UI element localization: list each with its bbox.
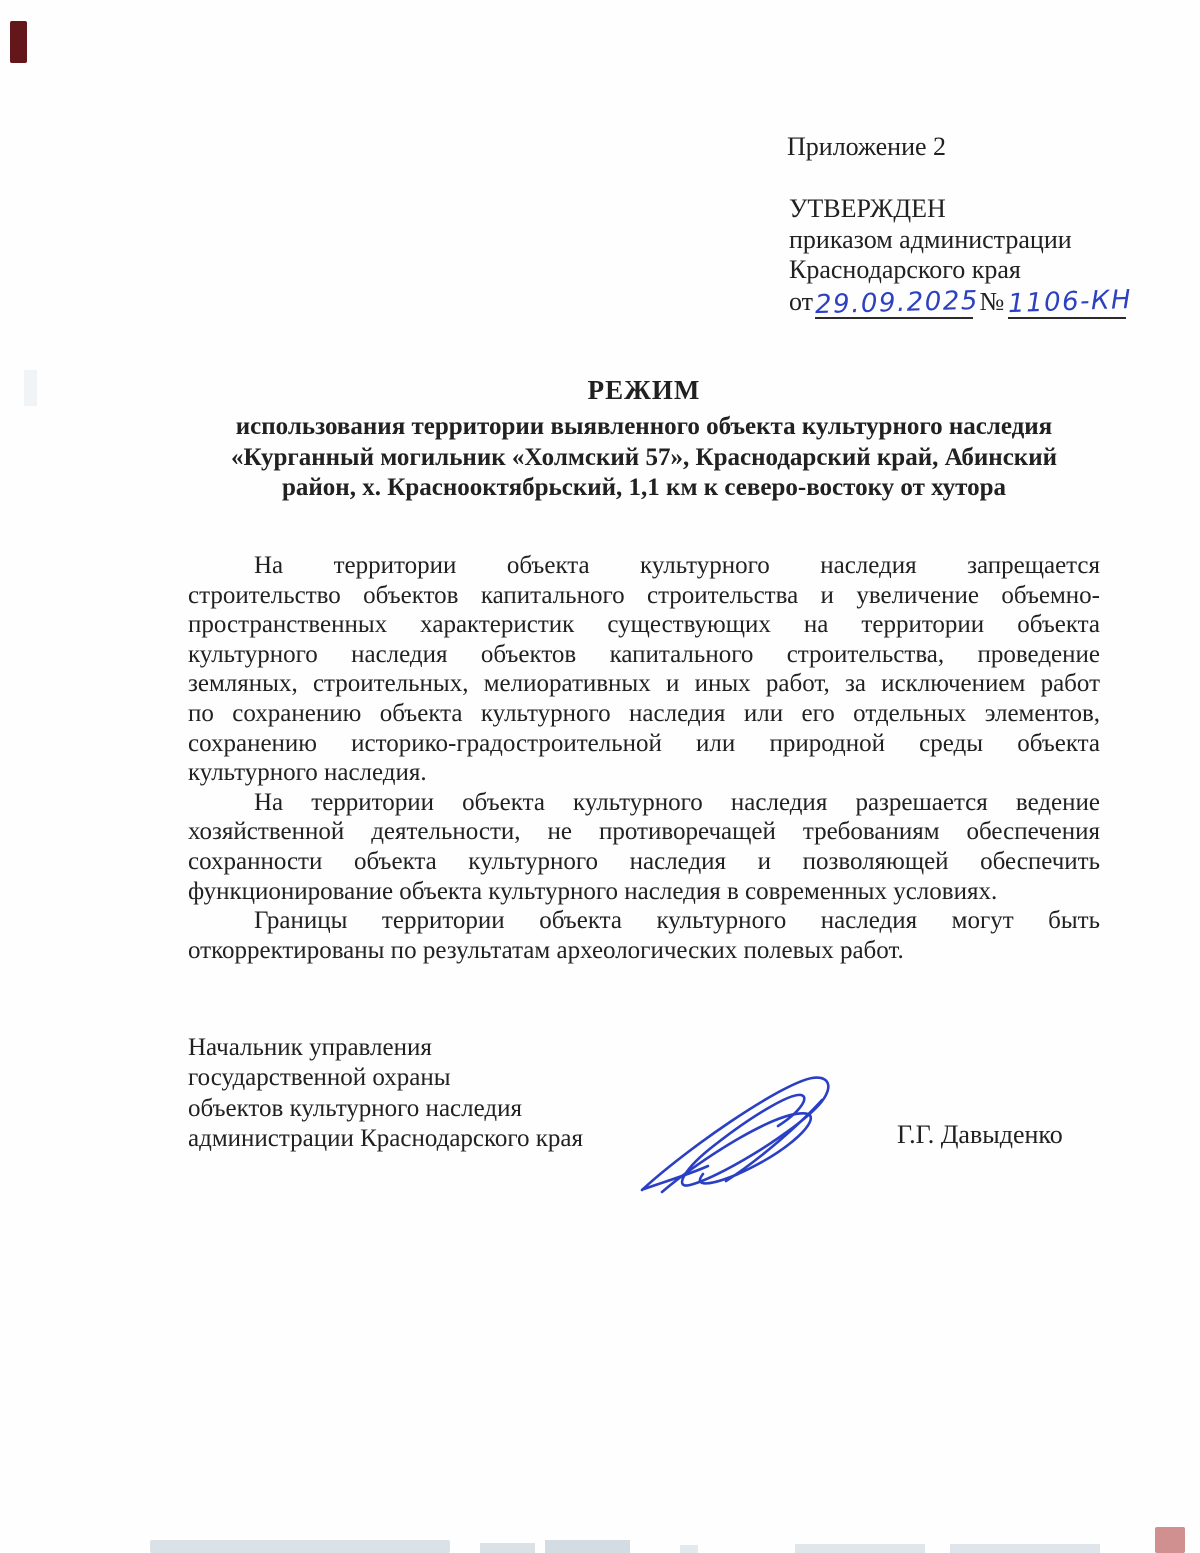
body-paragraph — [188, 788, 1100, 906]
body-line: пространственных характеристик существующих на территории объекта — [188, 611, 1100, 639]
approval-block — [789, 194, 1133, 320]
body-line: На территории объекта культурного наследия разрешается ведение — [254, 788, 1100, 816]
handwritten-date: 29.09.2025 — [814, 285, 980, 320]
title-line: «Курганный могильник «Холмский 57», Краснодарский край, Абинский — [230, 443, 1057, 471]
appendix-label: Приложение 2 — [787, 132, 947, 161]
order-date-field — [814, 285, 980, 320]
body-line: строительство объектов капитального строительства и увеличение объемно- — [188, 581, 1100, 609]
body-line: функционирование объекта культурного наследия в современных условиях. — [188, 877, 998, 905]
body-line: хозяйственной деятельности, не противоречащей требованиям обеспечения — [188, 818, 1100, 846]
approval-by-line-1: приказом администрации — [789, 224, 1072, 254]
order-date-number-line — [789, 284, 1133, 320]
signature-scribble — [630, 1062, 864, 1204]
order-number-sign: № — [979, 286, 1005, 316]
signature-name: Г.Г. Давыденко — [897, 1120, 1063, 1149]
scan-artifact — [10, 21, 27, 63]
handwritten-number: 1106-КН — [1007, 284, 1133, 319]
title-line: использования территории выявленного объекта культурного наследия — [235, 413, 1053, 440]
approval-approved-line: УТВЕРЖДЕН — [789, 194, 946, 223]
body-line: Границы территории объекта культурного наследия могут быть — [254, 907, 1100, 935]
signature-position-line: Начальник управления — [188, 1034, 432, 1061]
scan-artifact — [545, 1540, 630, 1553]
signature-position-line: объектов культурного наследия — [188, 1094, 522, 1122]
body-line: культурного наследия. — [188, 759, 427, 787]
scan-artifact — [795, 1544, 925, 1553]
scan-artifact — [680, 1545, 698, 1553]
title-line: район, х. Краснооктябрьский, 1,1 км к северо-востоку от хутора — [282, 474, 1006, 501]
signature-position-block — [188, 1033, 583, 1154]
body-line: сохранности объекта культурного наследия и позволяющей обеспечить — [188, 847, 1100, 875]
body-line: по сохранению объекта культурного наследия или его отдельных элементов, — [188, 699, 1100, 727]
title-line-main: РЕЖИМ — [587, 375, 701, 405]
body-line: земляных, строительных, мелиоративных и иных работ, за исключением работ — [188, 670, 1100, 698]
approval-by-line-2: Краснодарского края — [789, 255, 1021, 284]
scan-artifact — [1155, 1527, 1185, 1553]
scan-artifact — [24, 370, 37, 406]
scan-artifact — [950, 1544, 1100, 1553]
body-line: На территории объекта культурного наследия запрещается — [254, 552, 1100, 579]
body-line: сохранению историко-градостроительной или природной среды объекта — [188, 729, 1100, 757]
scan-artifact — [480, 1543, 535, 1553]
body-line: откорректированы по результатам археологических полевых работ. — [188, 936, 904, 964]
body-paragraph — [188, 906, 1100, 965]
body-text — [188, 551, 1100, 965]
document-title — [188, 374, 1100, 504]
signature-position-line: государственной охраны — [188, 1064, 451, 1092]
signature-position-line: администрации Краснодарского края — [188, 1124, 584, 1152]
order-date-prefix: от — [789, 286, 814, 316]
body-paragraph — [188, 551, 1100, 788]
scan-artifact — [150, 1540, 450, 1553]
order-number-field — [1007, 284, 1133, 320]
body-line: культурного наследия объектов капитального строительства, проведение — [188, 640, 1100, 668]
